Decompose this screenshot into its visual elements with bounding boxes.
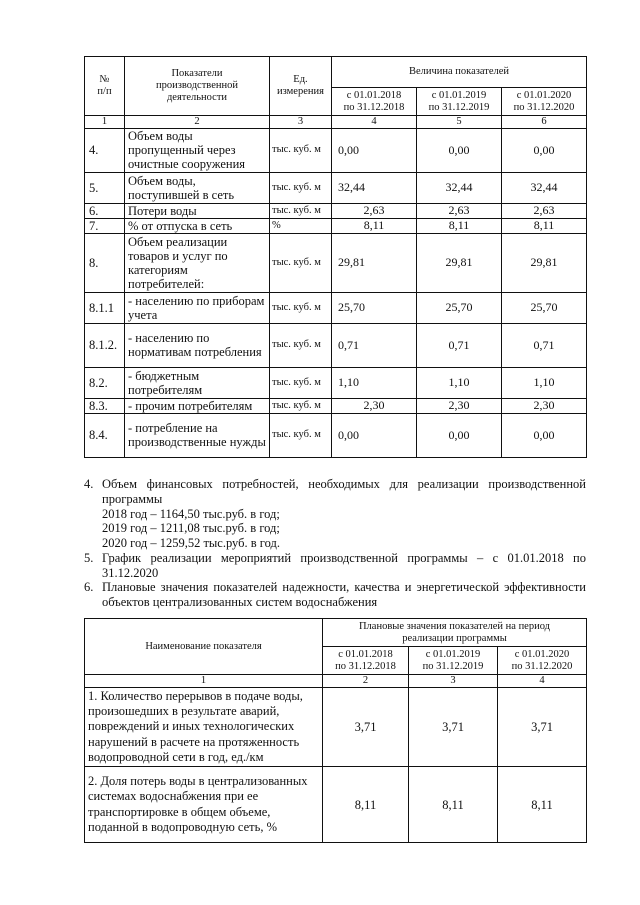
- value-cell: 3,71: [498, 687, 587, 766]
- column-number: 4: [498, 675, 587, 688]
- row-number: 8.: [85, 233, 125, 292]
- column-number: 3: [270, 116, 332, 129]
- row-label: - прочим потребителям: [125, 398, 270, 413]
- row-number: 5.: [85, 172, 125, 203]
- table-row: [85, 323, 587, 367]
- table-row: [85, 767, 587, 843]
- list-number: 4.: [84, 477, 94, 491]
- table-row: [85, 128, 587, 172]
- table-row: [85, 292, 587, 323]
- value-cell: 0,71: [332, 323, 417, 367]
- table-row: [85, 218, 587, 233]
- year-line: 2019 год – 1211,08 тыс.руб. в год;: [102, 521, 280, 536]
- row-number: 8.3.: [85, 398, 125, 413]
- header-period: с 01.01.2018 по 31.12.2018: [332, 88, 417, 116]
- year-line: 2018 год – 1164,50 тыс.руб. в год;: [102, 506, 280, 521]
- value-cell: 29,81: [502, 233, 587, 292]
- column-number: 3: [409, 675, 498, 688]
- value-cell: 8,11: [502, 218, 587, 233]
- value-cell: 32,44: [332, 172, 417, 203]
- row-label: Потери воды: [125, 203, 270, 218]
- row-unit: тыс. куб. м: [270, 233, 332, 292]
- header-unit: Ед. измерения: [270, 57, 332, 116]
- value-cell: 8,11: [409, 767, 498, 843]
- row-unit: тыс. куб. м: [270, 292, 332, 323]
- value-cell: 1,10: [417, 367, 502, 398]
- row-unit: тыс. куб. м: [270, 172, 332, 203]
- header-num: № п/п: [85, 57, 125, 116]
- column-number: 5: [417, 116, 502, 129]
- row-unit: тыс. куб. м: [270, 367, 332, 398]
- table-row: [85, 398, 587, 413]
- list-text: Объем финансовых потребностей, необходимых для реализации производственной программы: [102, 477, 586, 506]
- column-number: 1: [85, 116, 125, 129]
- value-cell: 3,71: [323, 687, 409, 766]
- row-number: 8.1.2.: [85, 323, 125, 367]
- list-item-4: [84, 477, 586, 507]
- value-cell: 0,71: [502, 323, 587, 367]
- value-cell: 2,63: [417, 203, 502, 218]
- row-number: 6.: [85, 203, 125, 218]
- column-number: 1: [85, 675, 323, 688]
- row-unit: тыс. куб. м: [270, 128, 332, 172]
- list-number: 5.: [84, 550, 94, 565]
- header-indicators: Показатели производственной деятельности: [125, 57, 270, 116]
- value-cell: 1,10: [332, 367, 417, 398]
- value-cell: 25,70: [502, 292, 587, 323]
- value-cell: 25,70: [417, 292, 502, 323]
- table-row: [85, 203, 587, 218]
- value-cell: 32,44: [502, 172, 587, 203]
- value-cell: 2,63: [502, 203, 587, 218]
- value-cell: 29,81: [417, 233, 502, 292]
- row-label: - потребление на производственные нужды: [125, 413, 270, 457]
- row-label: - населению по нормативам потребления: [125, 323, 270, 367]
- indicator-label: 2. Доля потерь воды в централизованных системах водоснабжения при ее транспортировке в общем объеме, поданной в водопроводную сеть, %: [85, 767, 323, 843]
- table-row: [85, 172, 587, 203]
- value-cell: 0,00: [502, 128, 587, 172]
- value-cell: 2,30: [502, 398, 587, 413]
- value-cell: 0,00: [502, 413, 587, 457]
- reliability-indicators-table: [84, 618, 587, 843]
- table-row: [85, 413, 587, 457]
- header-planned: Плановые значения показателей на период реализации программы: [323, 619, 587, 647]
- header-period: с 01.01.2019 по 31.12.2019: [409, 647, 498, 675]
- list-text: Плановые значения показателей надежности, качества и энергетической эффективности объектов централизованных систем водоснабжения: [102, 580, 586, 609]
- year-line: 2020 год – 1259,52 тыс.руб. в год.: [102, 536, 280, 550]
- row-unit: тыс. куб. м: [270, 323, 332, 367]
- table-row: [85, 687, 587, 766]
- header-period: с 01.01.2018 по 31.12.2018: [323, 647, 409, 675]
- value-cell: 2,30: [332, 398, 417, 413]
- list-item-5: [84, 551, 586, 581]
- table-row: [85, 367, 587, 398]
- list-number: 6.: [84, 580, 94, 595]
- row-label: % от отпуска в сеть: [125, 218, 270, 233]
- value-cell: 0,71: [417, 323, 502, 367]
- value-cell: 0,00: [332, 128, 417, 172]
- value-cell: 3,71: [409, 687, 498, 766]
- row-unit: тыс. куб. м: [270, 398, 332, 413]
- value-cell: 8,11: [332, 218, 417, 233]
- value-cell: 8,11: [417, 218, 502, 233]
- table-row: [85, 233, 587, 292]
- value-cell: 2,63: [332, 203, 417, 218]
- production-indicators-table: [84, 56, 587, 458]
- header-period: с 01.01.2019 по 31.12.2019: [417, 88, 502, 116]
- row-label: Объем воды, поступившей в сеть: [125, 172, 270, 203]
- value-cell: 1,10: [502, 367, 587, 398]
- value-cell: 29,81: [332, 233, 417, 292]
- list-item-6: [84, 580, 586, 610]
- row-number: 7.: [85, 218, 125, 233]
- column-number: 2: [323, 675, 409, 688]
- value-cell: 0,00: [417, 413, 502, 457]
- value-cell: 8,11: [498, 767, 587, 843]
- row-label: - бюджетным потребителям: [125, 367, 270, 398]
- row-unit: %: [270, 218, 332, 233]
- indicator-label: 1. Количество перерывов в подаче воды, произошедших в результате аварий, повреждений и иных технологических нарушений в расчете на протяженность водопроводной сети в год, ед./км: [85, 687, 323, 766]
- column-number: 2: [125, 116, 270, 129]
- row-label: Объем воды пропущенный через очистные сооружения: [125, 128, 270, 172]
- header-indicator-name: Наименование показателя: [85, 619, 323, 675]
- row-number: 8.4.: [85, 413, 125, 457]
- value-cell: 25,70: [332, 292, 417, 323]
- header-values: Величина показателей: [332, 57, 587, 88]
- value-cell: 0,00: [417, 128, 502, 172]
- column-number: 6: [502, 116, 587, 129]
- row-unit: тыс. куб. м: [270, 413, 332, 457]
- row-number: 4.: [85, 128, 125, 172]
- header-period: с 01.01.2020 по 31.12.2020: [498, 647, 587, 675]
- row-label: Объем реализации товаров и услуг по категориям потребителей:: [125, 233, 270, 292]
- header-period: с 01.01.2020 по 31.12.2020: [502, 88, 587, 116]
- row-label: - населению по приборам учета: [125, 292, 270, 323]
- value-cell: 0,00: [332, 413, 417, 457]
- value-cell: 32,44: [417, 172, 502, 203]
- row-number: 8.1.1: [85, 292, 125, 323]
- value-cell: 8,11: [323, 767, 409, 843]
- row-unit: тыс. куб. м: [270, 203, 332, 218]
- value-cell: 2,30: [417, 398, 502, 413]
- row-number: 8.2.: [85, 367, 125, 398]
- list-text: График реализации мероприятий производственной программы – с 01.01.2018 по 31.12.2020: [102, 550, 586, 580]
- column-number: 4: [332, 116, 417, 129]
- program-section: [84, 477, 586, 610]
